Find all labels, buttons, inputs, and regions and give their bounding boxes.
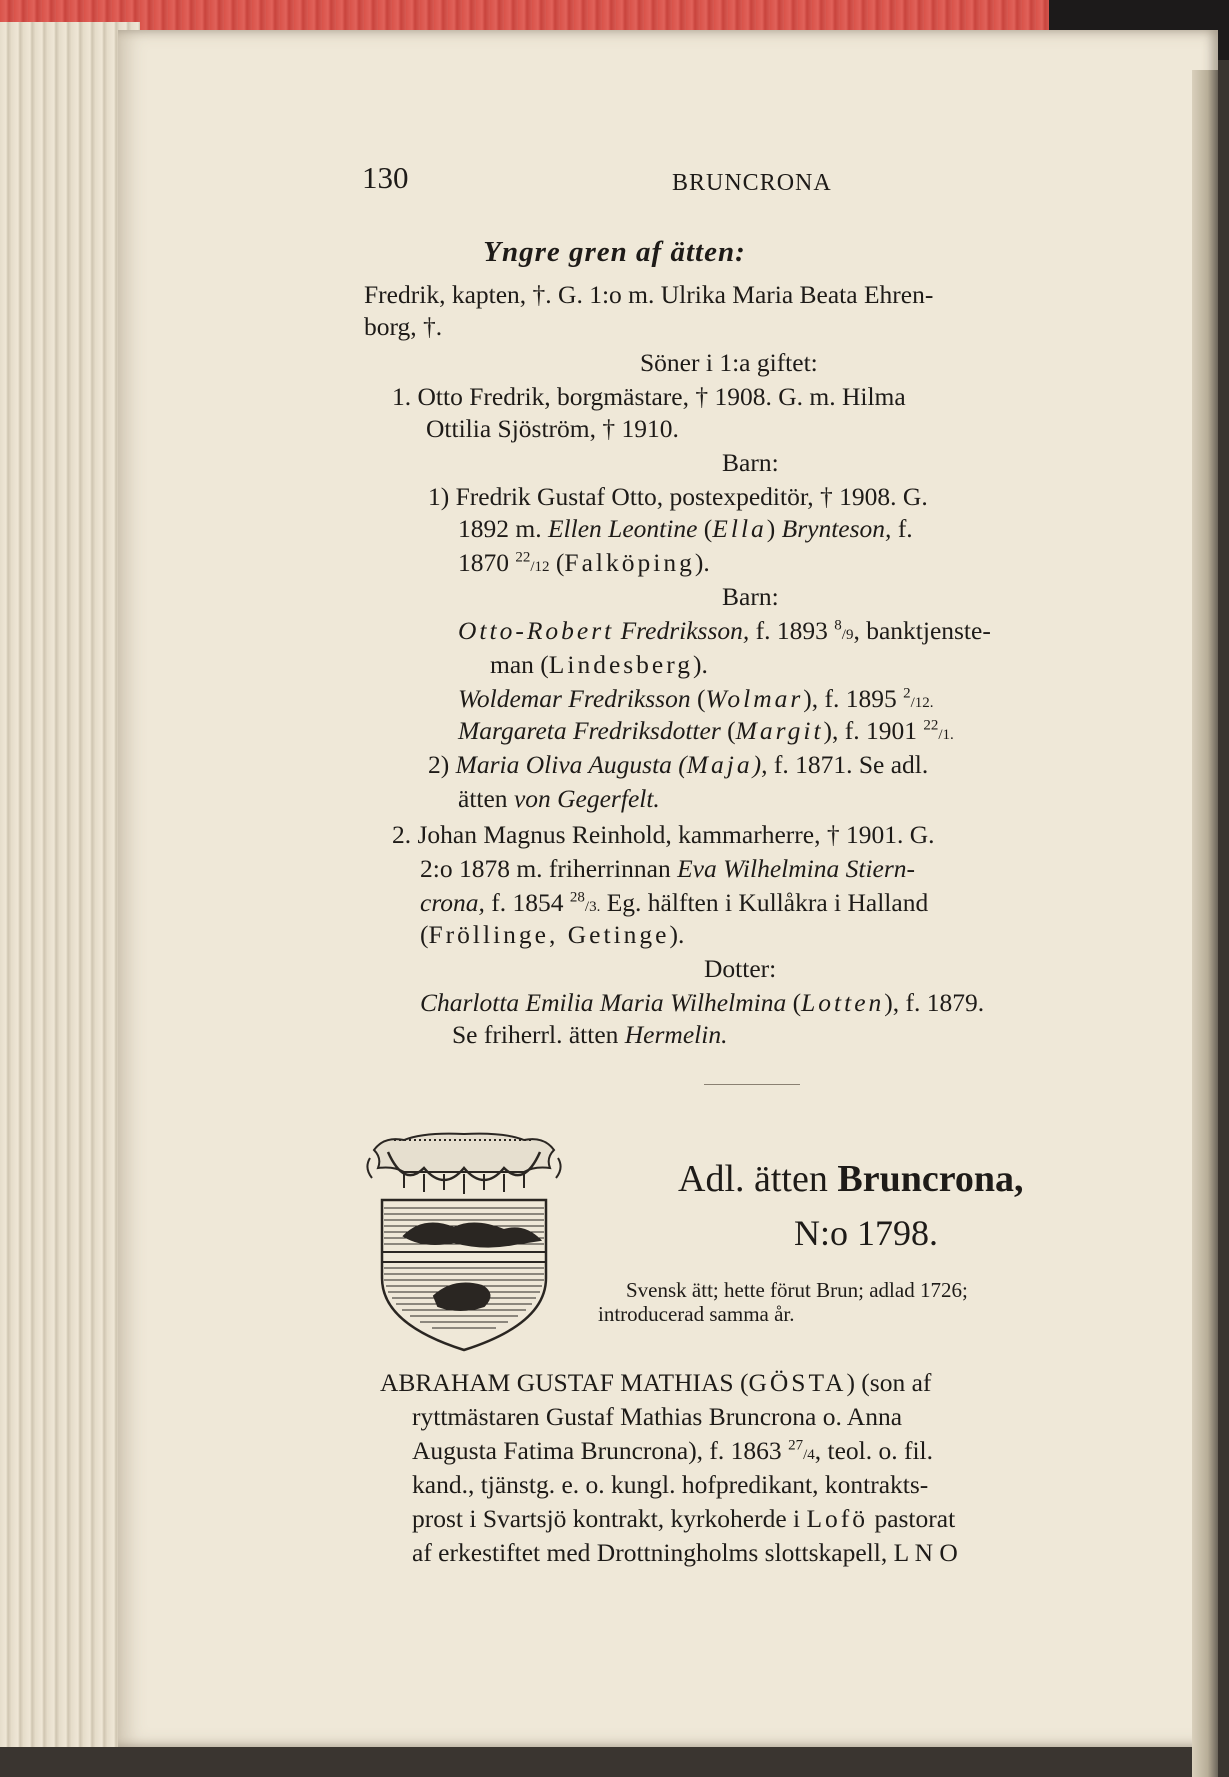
running-head: BRUNCRONA [672, 170, 832, 196]
page-right-rim [1192, 70, 1218, 1777]
book-top-edge [0, 0, 1229, 34]
text-line: Fredrik, kapten, †. G. 1:o m. Ulrika Maria Beata Ehren- [364, 280, 934, 309]
text-line: Charlotta Emilia Maria Wilhelmina (Lotten), f. 1879. [420, 988, 985, 1017]
family-title: Adl. ätten Bruncrona, [678, 1158, 1024, 1200]
text-line: 1. Otto Fredrik, borgmästare, † 1908. G. m. Hilma [392, 382, 906, 411]
text-line: Söner i 1:a giftet: [640, 348, 818, 377]
text-line: Otto-Robert Fredriksson, f. 1893 $^8$/9, banktjenste- [458, 616, 991, 645]
text-line: 2. Johan Magnus Reinhold, kammarherre, † 1901. G. [392, 820, 935, 849]
family-note: introducerad samma år. [598, 1302, 795, 1326]
text-line: Barn: [722, 582, 779, 611]
text-line: ätten von Gegerfelt. [458, 784, 660, 813]
text-line: (Fröllinge, Getinge). [420, 920, 685, 949]
text-line: Se friherrl. ätten Hermelin. [452, 1020, 728, 1049]
text-line: 2:o 1878 m. friherrinnan Eva Wilhelmina Stiern- [420, 854, 916, 883]
section-title: Yngre gren af ätten: [483, 236, 746, 268]
family-number: N:o 1798. [794, 1213, 938, 1253]
text-line: Ottilia Sjöström, † 1910. [426, 414, 679, 443]
text-line: man (Lindesberg). [490, 650, 708, 679]
text-line: 1870 $^{22}$/12 (Falköping). [458, 548, 710, 577]
text-line: Woldemar Fredriksson (Wolmar), f. 1895 $^2$/12. [458, 684, 934, 713]
body-line: Augusta Fatima Bruncrona), f. 1863 $^{27}$/4, teol. o. fil. [412, 1436, 934, 1465]
text-line: Barn: [722, 448, 779, 477]
text-line: 1) Fredrik Gustaf Otto, postexpeditör, † 1908. G. [428, 482, 928, 511]
text-line: Margareta Fredriksdotter (Margit), f. 1901 $^{22}$/1. [458, 716, 954, 745]
text-line: borg, †. [364, 312, 443, 341]
text-line: 1892 m. Ellen Leontine (Ella) Brynteson, f. [458, 514, 913, 543]
text-line: Dotter: [704, 954, 777, 983]
body-line: ABRAHAM GUSTAF MATHIAS (GÖSTA) (son af [380, 1368, 932, 1397]
body-line: ryttmästaren Gustaf Mathias Bruncrona o. Anna [412, 1402, 903, 1431]
body-line: kand., tjänstg. e. o. kungl. hofpredikant, kontrakts- [412, 1470, 929, 1499]
text-line: crona, f. 1854 $^{28}$/3. Eg. hälften i Kullåkra i Halland [420, 888, 929, 917]
body-line: af erkestiftet med Drottningholms slottskapell, L N O [412, 1538, 958, 1567]
body-line: prost i Svartsjö kontrakt, kyrkoherde i Lofö pastorat [412, 1504, 956, 1533]
section-divider [704, 1084, 800, 1085]
family-note: Svensk ätt; hette förut Brun; adlad 1726; [626, 1278, 968, 1302]
page-number: 130 [362, 160, 409, 195]
text-line: 2) Maria Oliva Augusta (Maja), f. 1871. Se adl. [428, 750, 929, 779]
coat-of-arms-icon [364, 1128, 564, 1354]
